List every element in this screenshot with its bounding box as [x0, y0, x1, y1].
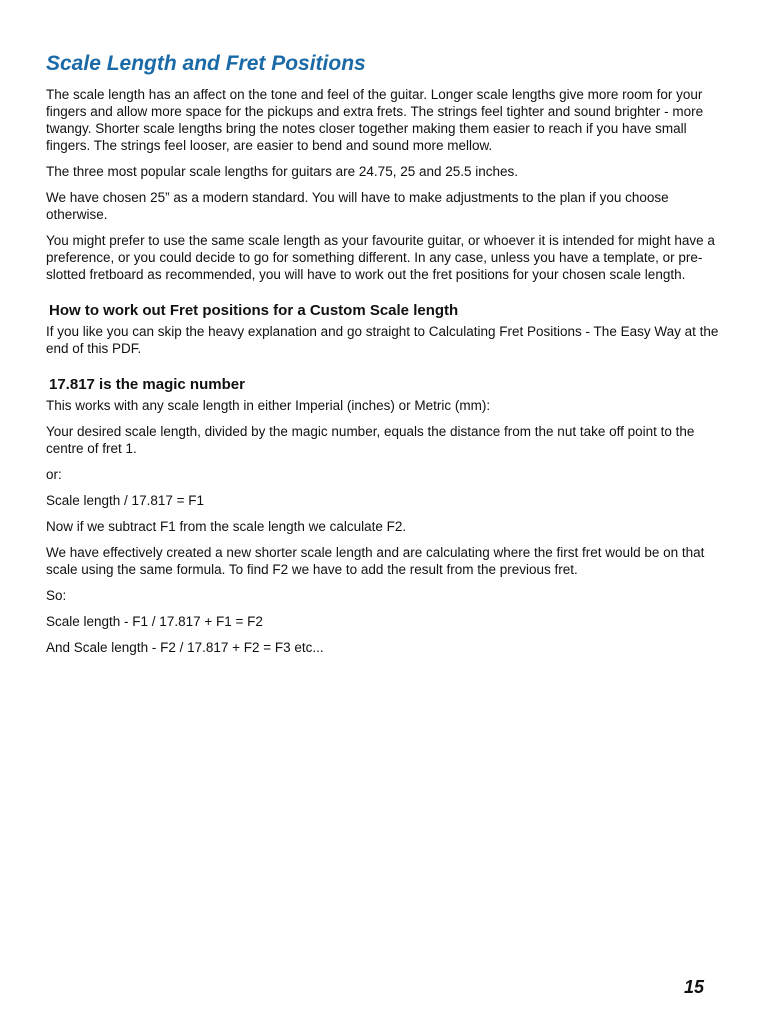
section-paragraph: Now if we subtract F1 from the scale length we calculate F2.: [46, 519, 407, 534]
section-paragraph: or:: [46, 467, 62, 482]
intro-paragraph: The three most popular scale lengths for guitars are 24.75, 25 and 25.5 inches.: [46, 164, 519, 179]
section-paragraph: Your desired scale length, divided by the magic number, equals the distance from the nut take off point to the centre of fret 1.: [46, 424, 695, 456]
intro-paragraph: You might prefer to use the same scale length as your favourite guitar, or whoever it is intended for might have a preference, or you could decide to go for something different. In any case, unless you have a template, or pre-slotted fretboard as recommended, you will have to work out the fret positions for your chosen scale length.: [46, 233, 715, 282]
section-paragraph: We have effectively created a new shorter scale length and are calculating where the first fret would be on that scale using the same formula. To find F2 we have to add the result from the previous fret.: [46, 545, 705, 577]
page-title: Scale Length and Fret Positions: [46, 52, 366, 75]
formula-line: Scale length - F1 / 17.817 + F1 = F2: [46, 614, 263, 629]
intro-paragraph: The scale length has an affect on the tone and feel of the guitar. Longer scale lengths give more room for your fingers and allow more space for the pickups and extra frets. The strings feel tighter and sound brighter - more twangy. Shorter scale lengths bring the notes closer together making them easier to reach if you have small fingers. The strings feel looser, are easier to bend and sound more mellow.: [46, 87, 704, 153]
section-paragraph: If you like you can skip the heavy explanation and go straight to Calculating Fret Positions - The Easy Way at the end of this PDF.: [46, 324, 719, 356]
formula-line: Scale length / 17.817 = F1: [46, 493, 204, 508]
section-paragraph: So:: [46, 588, 67, 603]
section-heading-custom-scale: How to work out Fret positions for a Custom Scale length: [49, 302, 459, 319]
formula-line: And Scale length - F2 / 17.817 + F2 = F3 etc...: [46, 640, 324, 655]
page-number: 15: [683, 977, 704, 997]
section-heading-magic-number: 17.817 is the magic number: [49, 376, 245, 393]
intro-paragraph: We have chosen 25” as a modern standard. You will have to make adjustments to the plan if you choose otherwise.: [46, 190, 669, 222]
document-page: [46, 50, 722, 665]
section-paragraph: This works with any scale length in either Imperial (inches) or Metric (mm):: [46, 398, 491, 413]
